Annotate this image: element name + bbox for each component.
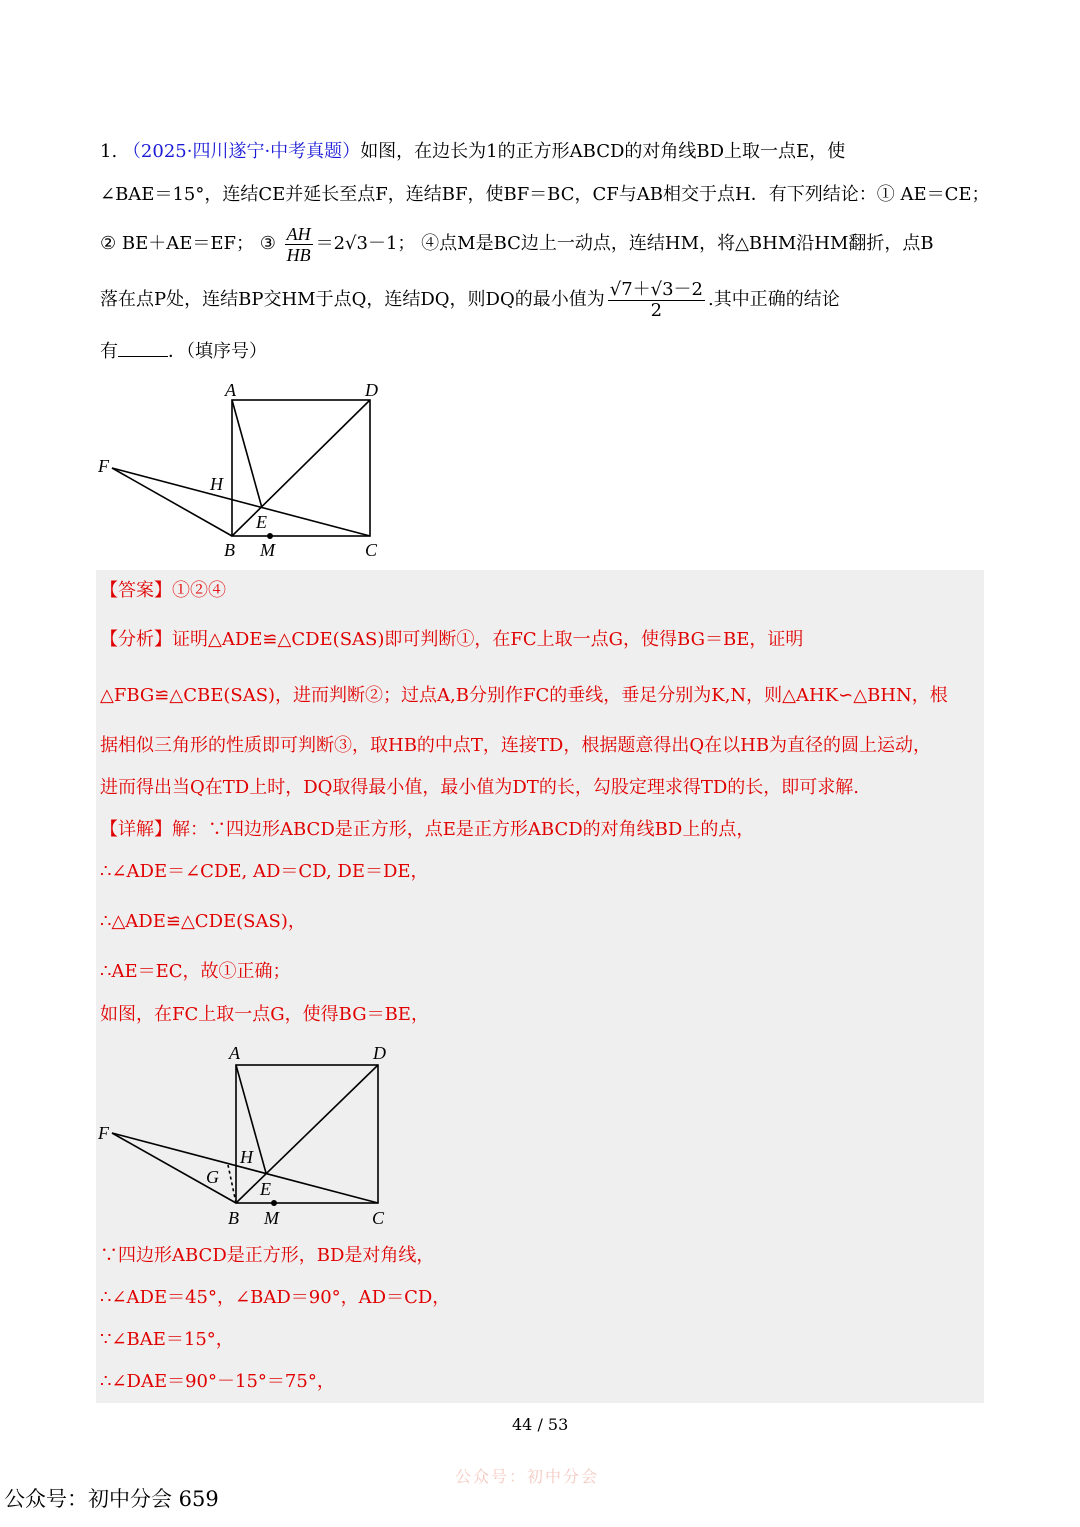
min-value-denominator: 2 — [650, 299, 663, 321]
point-m-2 — [271, 1200, 277, 1206]
page-number: 44 / 53 — [512, 1415, 569, 1434]
answer-line — [100, 579, 226, 603]
label-c: C — [365, 540, 378, 560]
answer-blank[interactable] — [118, 338, 168, 357]
label-f: F — [98, 456, 109, 476]
question-line-1 — [100, 140, 845, 164]
analysis-line-1 — [100, 628, 803, 652]
question-text-4b: .其中正确的结论 — [708, 289, 840, 310]
figure-2 — [90, 1035, 410, 1235]
detail-line-1 — [100, 818, 754, 842]
detail-label: 【详解】 — [100, 819, 172, 840]
answer-label: 【答案】 — [100, 580, 172, 601]
detail-text-1: 解：∵四边形ABCD是正方形，点E是正方形ABCD的对角线BD上的点， — [172, 819, 755, 840]
question-source[interactable]: （2025·四川遂宁·中考真题） — [122, 141, 361, 162]
point-m — [267, 533, 273, 539]
detail-line-2: ∴∠ADE＝∠CDE, AD＝CD, DE＝DE， — [100, 861, 429, 882]
watermark: 公众号：初中分会 — [455, 1467, 600, 1486]
fraction-numerator: AH — [286, 223, 311, 244]
question-line-5 — [100, 338, 267, 364]
question-text-1: 如图，在边长为1的正方形ABCD的对角线BD上取一点E，使 — [360, 141, 846, 162]
detail-line-9: ∴∠DAE＝90°－15°＝75°， — [100, 1371, 335, 1392]
detail-line-4: ∴AE＝EC，故①正确； — [100, 961, 291, 982]
label-b-2: B — [228, 1208, 239, 1228]
segment-bg-dashed — [228, 1165, 236, 1203]
diagonal-bd-2 — [236, 1065, 378, 1203]
analysis-text-1: 证明△ADE≌△CDE(SAS)即可判断①，在FC上取一点G，使得BG＝BE，证明 — [172, 629, 804, 650]
conclusion-3-marker: ③ — [259, 233, 276, 254]
label-h: H — [210, 474, 223, 494]
analysis-label: 【分析】 — [100, 629, 172, 650]
detail-line-3: ∴△ADE≌△CDE(SAS)， — [100, 911, 306, 932]
min-value-numerator: √7＋√3－2 — [609, 278, 704, 300]
label-a: A — [225, 380, 236, 400]
analysis-line-3: 据相似三角形的性质即可判断③，取HB的中点T，连接TD，根据题意得出Q在以HB为直径的圆上运动， — [100, 735, 932, 756]
label-c-2: C — [372, 1208, 385, 1228]
question-text-5b: ．（填序号） — [168, 341, 267, 362]
fraction-min-value — [608, 280, 705, 321]
label-m-2: M — [264, 1208, 279, 1228]
label-a-2: A — [229, 1043, 240, 1063]
label-d: D — [365, 380, 378, 400]
detail-line-7: ∴∠ADE＝45°，∠BAD＝90°，AD＝CD， — [100, 1287, 451, 1308]
label-f-2: F — [98, 1123, 109, 1143]
detail-line-6: ∵四边形ABCD是正方形，BD是对角线， — [100, 1245, 435, 1266]
label-e: E — [256, 512, 267, 532]
segment-fc — [112, 468, 370, 536]
question-line-2 — [100, 183, 990, 207]
detail-line-8: ∵∠BAE＝15°， — [100, 1329, 234, 1350]
question-text-5: 有 — [100, 341, 118, 362]
segment-fc-2 — [112, 1133, 378, 1203]
label-d-2: D — [373, 1043, 386, 1063]
figure-1 — [90, 372, 410, 567]
label-b: B — [224, 540, 235, 560]
conclusion-1: ① AE＝CE； — [876, 184, 990, 205]
conclusion-4: ④点M是BC边上一动点，连结HM，将△BHM沿HM翻折，点B — [421, 233, 934, 254]
question-line-4 — [100, 276, 840, 324]
label-g-2: G — [206, 1167, 219, 1187]
analysis-line-2: △FBG≌△CBE(SAS)，进而判断②；过点A,B分别作FC的垂线，垂足分别为K,N，则△AHK∽△BHN，根 — [100, 685, 948, 706]
label-h-2: H — [240, 1147, 253, 1167]
question-line-3 — [100, 220, 934, 268]
diagonal-bd — [232, 400, 370, 536]
account-footer: 公众号：初中分会 659 — [4, 1487, 219, 1511]
segment-ae — [232, 400, 262, 508]
label-e-2: E — [260, 1179, 271, 1199]
fraction-ah-hb — [285, 224, 313, 265]
conclusion-3: ＝2√3－1； — [315, 233, 416, 254]
label-m: M — [260, 540, 275, 560]
conclusion-2: ② BE＋AE＝EF； — [100, 233, 254, 254]
detail-line-5: 如图，在FC上取一点G，使得BG＝BE， — [100, 1004, 429, 1025]
question-number: 1. — [100, 141, 118, 162]
answer-value: ①②④ — [172, 580, 226, 601]
fraction-denominator: HB — [286, 244, 311, 265]
question-text-2: ∠BAE＝15°，连结CE并延长至点F，连结BF，使BF＝BC，CF与AB相交于点H．有下列结论： — [100, 184, 877, 205]
question-text-4: 落在点P处，连结BP交HM于点Q，连结DQ，则DQ的最小值为 — [100, 289, 605, 310]
analysis-line-4: 进而得出当Q在TD上时，DQ取得最小值，最小值为DT的长，勾股定理求得TD的长，即可求解. — [100, 777, 859, 798]
